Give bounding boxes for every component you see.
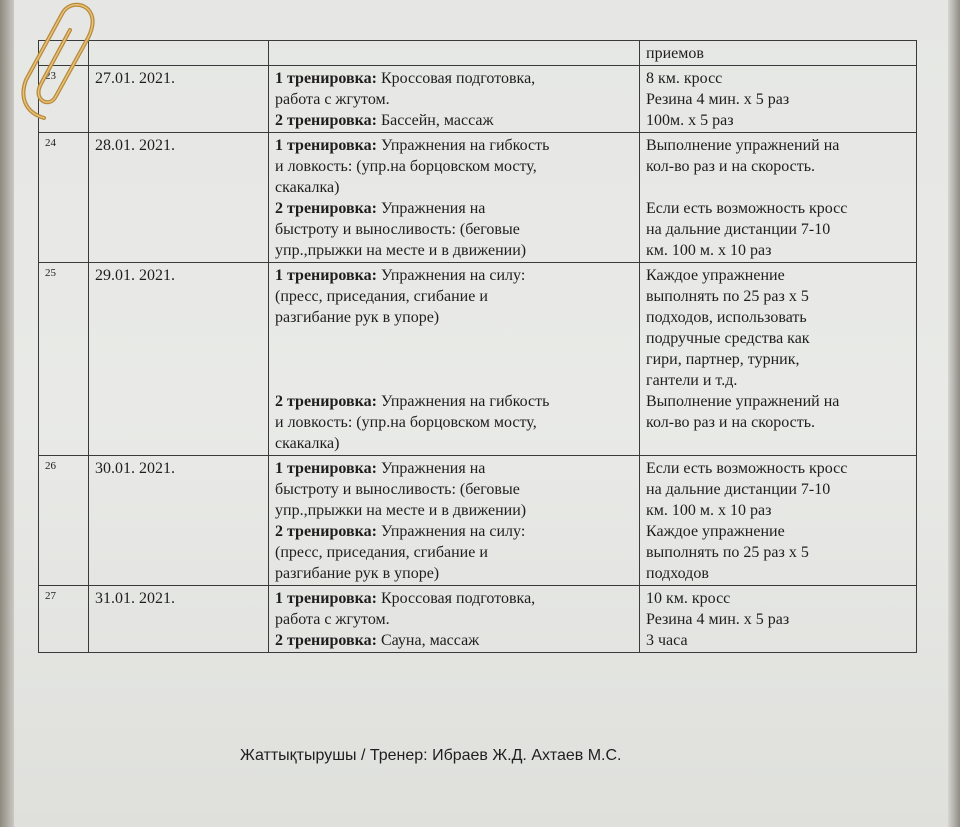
trainer-signature-line: Жаттықтырушы / Тренер: Ибраев Ж.Д. Ахтаев М.С. — [240, 747, 622, 764]
table-row — [39, 263, 917, 456]
row-date: 30.01. 2021. — [89, 456, 269, 586]
row-notes — [640, 66, 917, 133]
row-content — [269, 263, 640, 456]
note-text: кол-во раз и на скорость. — [646, 158, 816, 175]
note-spacer — [646, 177, 912, 198]
training-label: 1 тренировка: — [275, 590, 377, 607]
training-label: 2 тренировка: — [275, 112, 377, 129]
training-label: 1 тренировка: — [275, 137, 377, 154]
note-text: подходов, использовать — [646, 309, 807, 326]
table-row — [39, 66, 917, 133]
training-text: и ловкость: (упр.на борцовском мосту, — [275, 158, 537, 175]
note-text: на дальние дистанции 7-10 — [646, 481, 831, 498]
note-text: кол-во раз и на скорость. — [646, 414, 816, 431]
row-notes — [640, 263, 917, 456]
row-notes — [640, 456, 917, 586]
training-label: 1 тренировка: — [275, 267, 377, 284]
training-text: быстроту и выносливость: (беговые — [275, 221, 520, 238]
training-text: скакалка) — [275, 435, 340, 452]
row-number: 27 — [39, 586, 89, 653]
note-text: выполнять по 25 раз х 5 — [646, 544, 809, 561]
row-content — [269, 66, 640, 133]
note-text: подручные средства как — [646, 330, 810, 347]
table-row — [39, 133, 917, 263]
note-text: км. 100 м. х 10 раз — [646, 242, 772, 259]
table-row — [39, 586, 917, 653]
content-spacer — [275, 370, 635, 391]
note-text: гантели и т.д. — [646, 372, 738, 389]
row-content — [269, 456, 640, 586]
content-spacer — [275, 328, 635, 349]
training-text: упр.,прыжки на месте и в движении) — [275, 242, 527, 259]
note-text: Каждое упражнение — [646, 267, 785, 284]
note-text: гири, партнер, турник, — [646, 351, 800, 368]
content-spacer — [275, 349, 635, 370]
training-text: Упражнения на гибкость — [380, 137, 550, 154]
training-text: упр.,прыжки на месте и в движении) — [275, 502, 527, 519]
training-label: 2 тренировка: — [275, 632, 377, 649]
photo-edge-right — [948, 0, 960, 827]
training-label: 2 тренировка: — [275, 523, 377, 540]
training-text: Бассейн, массаж — [380, 112, 494, 129]
note-text: Выполнение упражнений на — [646, 137, 840, 154]
table-header-row — [39, 41, 917, 66]
note-text: Резина 4 мин. х 5 раз — [646, 91, 790, 108]
row-notes — [640, 586, 917, 653]
note-text: 8 км. кросс — [646, 70, 723, 87]
paperclip-icon — [4, 0, 114, 130]
training-text: Сауна, массаж — [380, 632, 480, 649]
note-text: 100м. х 5 раз — [646, 112, 734, 129]
training-text: (пресс, приседания, сгибание и — [275, 544, 488, 561]
row-date: 29.01. 2021. — [89, 263, 269, 456]
note-text: выполнять по 25 раз х 5 — [646, 288, 809, 305]
header-content-cell — [269, 41, 640, 66]
note-text: Каждое упражнение — [646, 523, 785, 540]
training-label: 1 тренировка: — [275, 70, 377, 87]
training-text: и ловкость: (упр.на борцовском мосту, — [275, 414, 537, 431]
row-number: 25 — [39, 263, 89, 456]
note-text: Если есть возможность кросс — [646, 460, 848, 477]
training-text: (пресс, приседания, сгибание и — [275, 288, 488, 305]
training-text: Кроссовая подготовка, — [380, 590, 536, 607]
training-text: разгибание рук в упоре) — [275, 565, 440, 582]
training-label: 2 тренировка: — [275, 393, 377, 410]
training-text: Кроссовая подготовка, — [380, 70, 536, 87]
training-text: разгибание рук в упоре) — [275, 309, 440, 326]
training-label: 1 тренировка: — [275, 460, 377, 477]
training-schedule-table — [38, 40, 917, 653]
training-text: скакалка) — [275, 179, 340, 196]
table-row — [39, 456, 917, 586]
row-content — [269, 133, 640, 263]
note-text: Выполнение упражнений на — [646, 393, 840, 410]
header-notes-cell: приемов — [640, 41, 917, 66]
note-text: на дальние дистанции 7-10 — [646, 221, 831, 238]
note-text: Резина 4 мин. х 5 раз — [646, 611, 790, 628]
row-number: 26 — [39, 456, 89, 586]
note-text: км. 100 м. х 10 раз — [646, 502, 772, 519]
row-date: 28.01. 2021. — [89, 133, 269, 263]
training-text: Упражнения на — [380, 200, 486, 217]
training-label: 2 тренировка: — [275, 200, 377, 217]
header-date-cell — [89, 41, 269, 66]
row-number: 24 — [39, 133, 89, 263]
note-text: подходов — [646, 565, 709, 582]
row-date: 31.01. 2021. — [89, 586, 269, 653]
training-text: Упражнения на гибкость — [380, 393, 550, 410]
note-text: 10 км. кросс — [646, 590, 731, 607]
row-date: 27.01. 2021. — [89, 66, 269, 133]
training-text: быстроту и выносливость: (беговые — [275, 481, 520, 498]
training-text: Упражнения на — [380, 460, 486, 477]
training-text: работа с жгутом. — [275, 611, 390, 628]
training-text: Упражнения на силу: — [380, 523, 526, 540]
row-content — [269, 586, 640, 653]
row-notes — [640, 133, 917, 263]
row-number: 23 — [39, 66, 89, 133]
training-text: работа с жгутом. — [275, 91, 390, 108]
note-text: 3 часа — [646, 632, 688, 649]
training-text: Упражнения на силу: — [380, 267, 526, 284]
note-text: Если есть возможность кросс — [646, 200, 848, 217]
